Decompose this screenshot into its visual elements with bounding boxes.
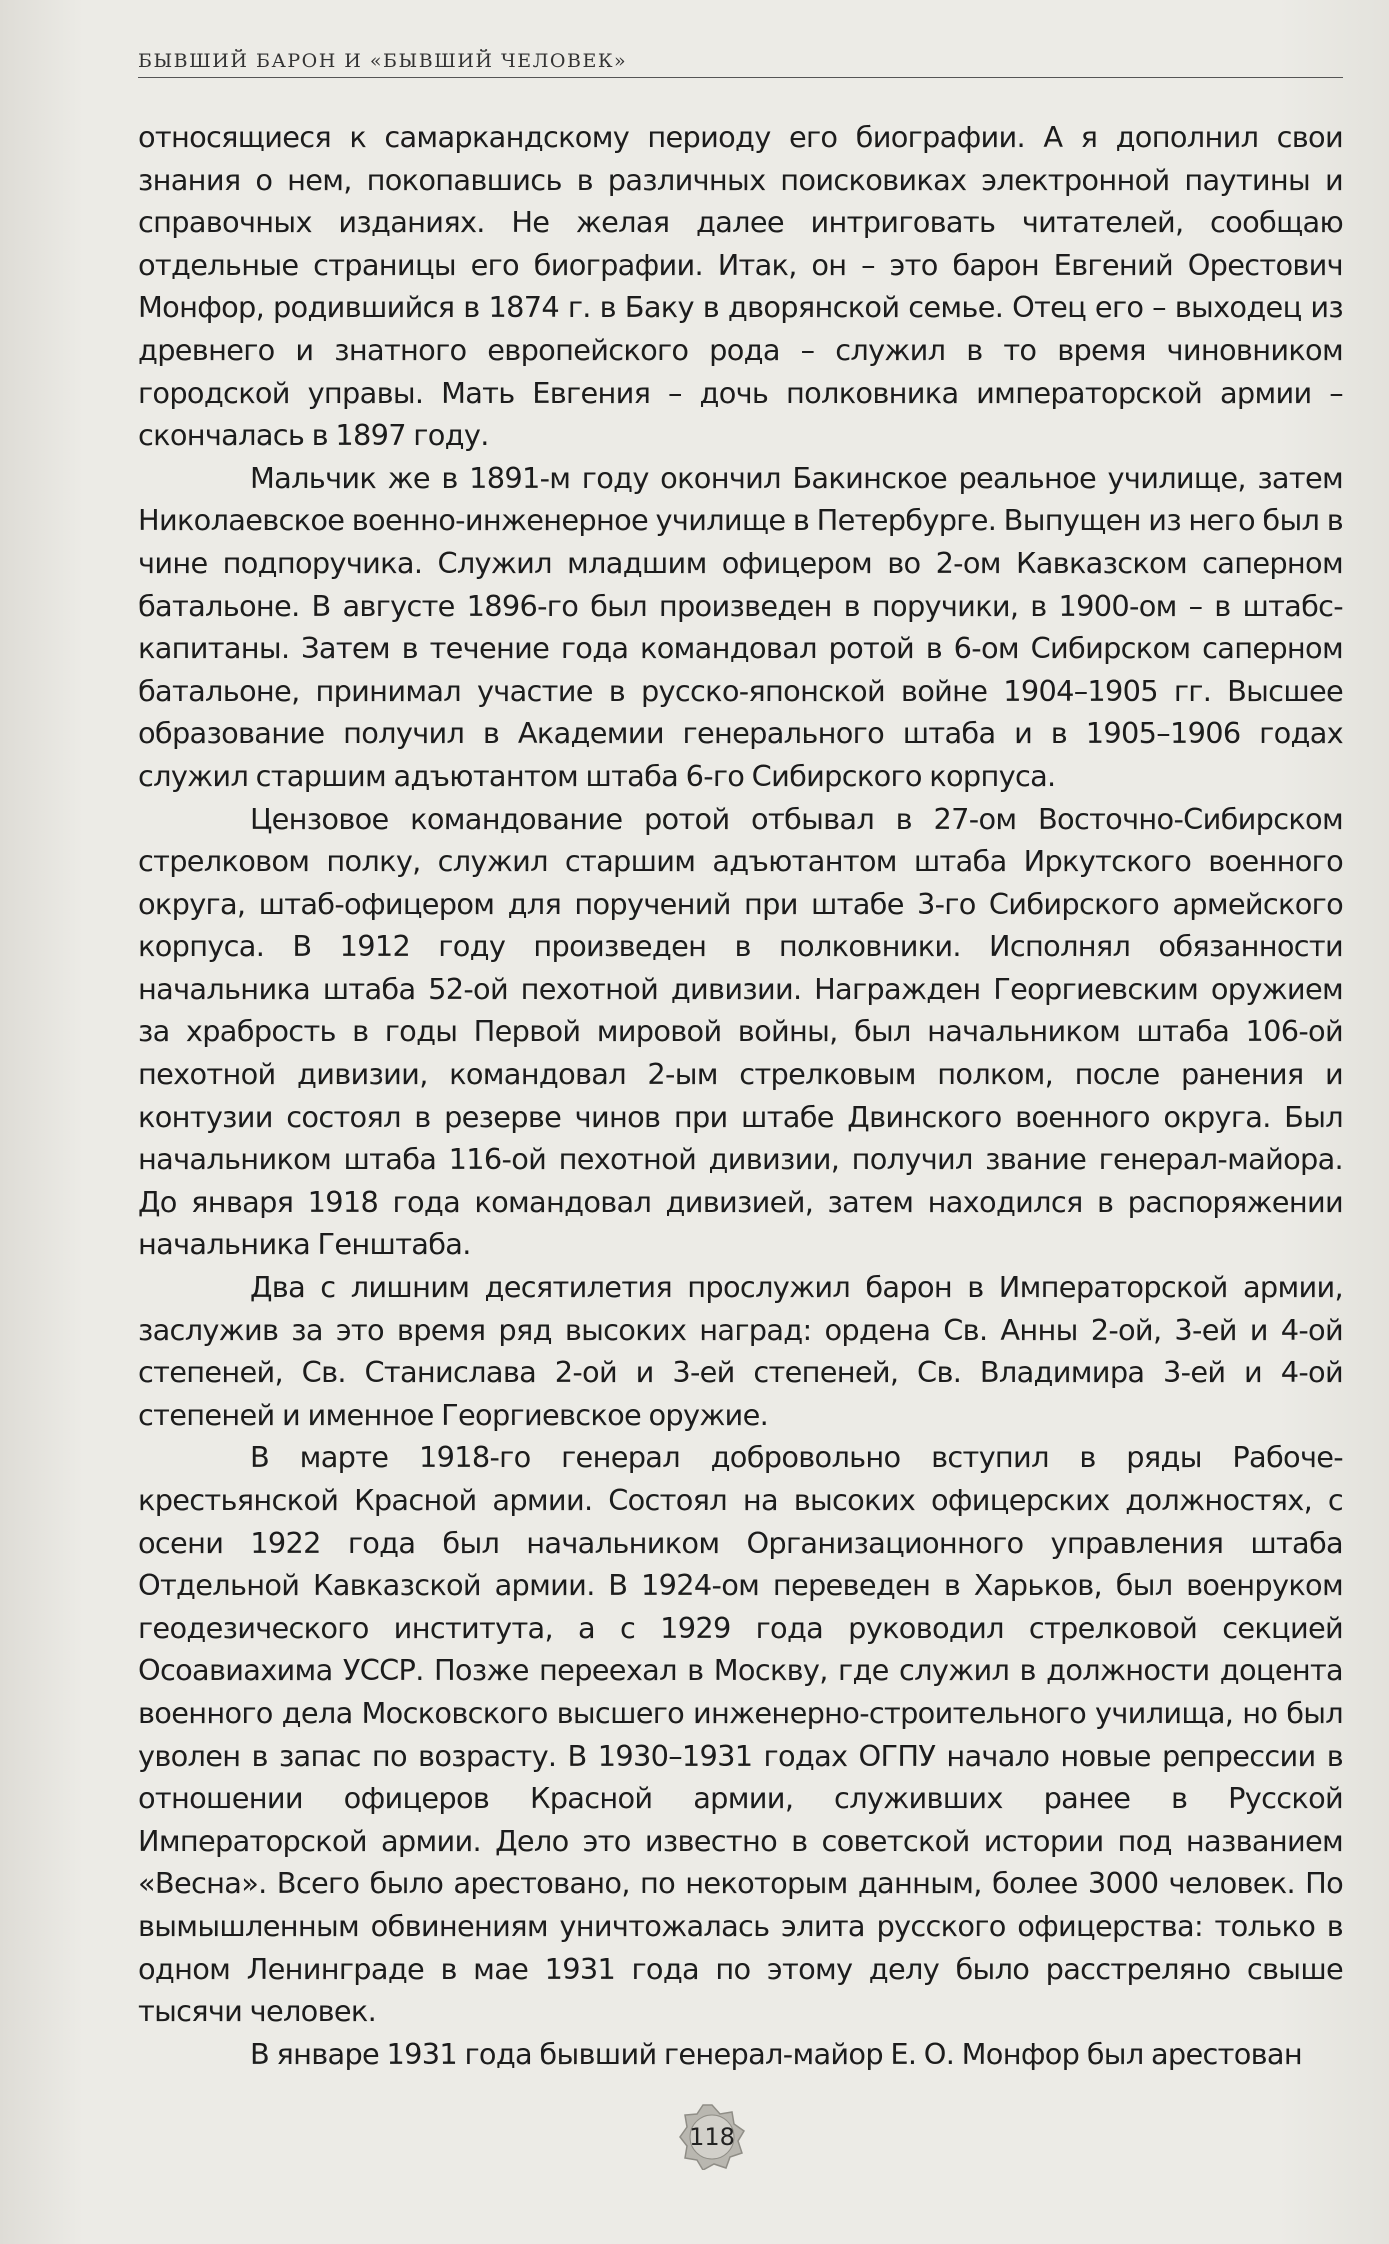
paragraph: Два с лишним десятилетия прослужил барон в Императорской армии, заслужив за это время ряд высоких наград: ордена Св. Анны 2-ой, 3-ей и 4-ой степеней, Св. Станислава 2-ой и 3-ей степеней, Св. Владимира 3-ей и 4-ой степеней и именное Георгиевское оружие. — [138, 1270, 1343, 1432]
running-title: БЫВШИЙ БАРОН И «БЫВШИЙ ЧЕЛОВЕК» — [138, 50, 628, 72]
body-text — [138, 116, 1343, 2075]
paragraph: В январе 1931 года бывший генерал-майор Е. О. Монфор был арестован — [250, 2036, 1302, 2071]
page-number-badge — [679, 2104, 745, 2170]
page-number: 118 — [689, 2123, 735, 2151]
paragraph: Цензовое командование ротой отбывал в 27-ом Восточно-Сибирском стрелковом полку, служил старшим адъютантом штаба Иркутского военного округа, штаб-офицером для поручений при штабе 3-го Сибирского армейского корпуса. В 1912 году произведен в полковники. Исполнял обязанности начальника штаба 52-ой пехотной дивизии. Награжден Георгиевским оружием за храбрость в годы Первой мировой войны, был начальником штаба 106-ой пехотной дивизии, командовал 2-ым стрелковым полком, после ранения и контузии состоял в резерве чинов при штабе Двинского военного округа. Был начальником штаба 116-ой пехотной дивизии, получил звание генерал-майора. До января 1918 года командовал дивизией, затем находился в распоряжении начальника Генштаба. — [138, 801, 1343, 1262]
running-header — [138, 50, 1343, 72]
paragraph: Мальчик же в 1891-м году окончил Бакинское реальное училище, затем Николаевское военно-инженерное училище в Петербурге. Выпущен из него был в чине подпоручика. Служил младшим офицером во 2-ом Кавказском саперном батальоне. В августе 1896-го был произведен в поручики, в 1900-ом – в штабс-капитаны. Затем в течение года командовал ротой в 6-ом Сибирском саперном батальоне, принимал участие в русско-японской войне 1904–1905 гг. Высшее образование получил в Академии генерального штаба и в 1905–1906 годах служил старшим адъютантом штаба 6-го Сибирского корпуса. — [138, 460, 1343, 793]
header-rule — [138, 77, 1343, 78]
paragraph: В марте 1918-го генерал добровольно вступил в ряды Рабоче-крестьянской Красной армии. Состоял на высоких офицерских должностях, с осени 1922 года был начальником Организационного управления штаба Отдельной Кавказской армии. В 1924-ом переведен в Харьков, был военруком геодезического института, а с 1929 года руководил стрелковой секцией Осоавиахима УССР. Позже переехал в Москву, где служил в должности доцента военного дела Московского высшего инженерно-строительного училища, но был уволен в запас по возрасту. В 1930–1931 годах ОГПУ начало новые репрессии в отношении офицеров Красной армии, служивших ранее в Русской Императорской армии. Дело это известно в советской истории под названием «Весна». Всего было арестовано, по некоторым данным, более 3000 человек. По вымышленным обвинениям уничтожалась элита русского офицерства: только в одном Ленинграде в мае 1931 года по этому делу было расстреляно свыше тысячи человек. — [138, 1440, 1343, 2029]
paragraph: относящиеся к самаркандскому периоду его биографии. А я дополнил свои знания о нем, покопавшись в различных поисковиках электронной паутины и справочных изданиях. Не желая далее интриговать читателей, сообщаю отдельные страницы его биографии. Итак, он – это барон Евгений Орестович Монфор, родившийся в 1874 г. в Баку в дворянской семье. Отец его – выходец из древнего и знатного европейского рода – служил в то время чиновником городской управы. Мать Евгения – дочь полковника императорской армии – скончалась в 1897 году. — [138, 120, 1343, 453]
